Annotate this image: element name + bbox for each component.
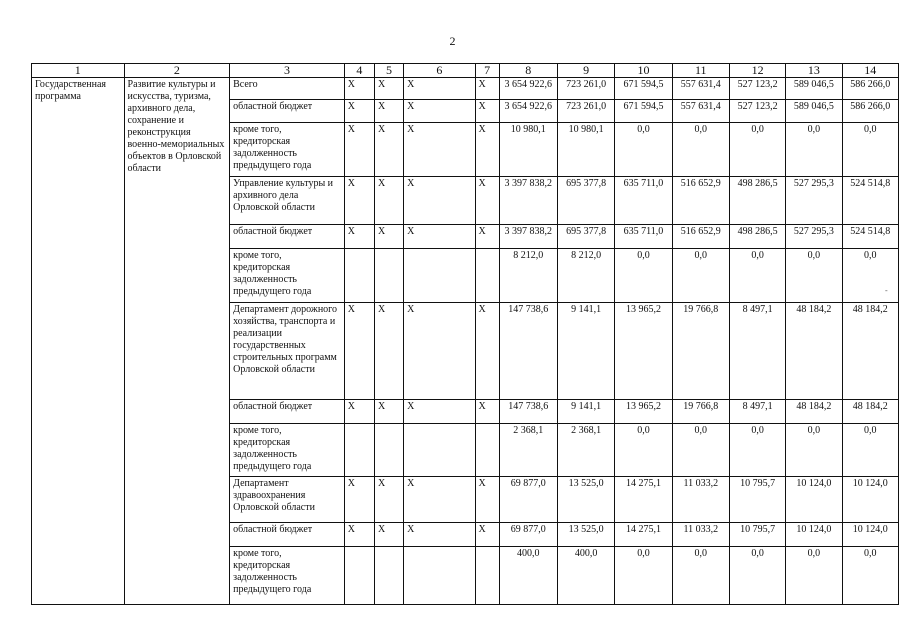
value-cell: 524 514,8 <box>842 225 898 249</box>
value-cell: 69 877,0 <box>499 477 557 523</box>
mark-cell: Х <box>344 123 374 177</box>
value-cell: 10 980,1 <box>499 123 557 177</box>
row-label: Всего <box>230 78 345 100</box>
value-cell: 3 654 922,6 <box>499 78 557 100</box>
value-cell: 11 033,2 <box>672 523 729 547</box>
mark-cell: Х <box>344 225 374 249</box>
value-cell: 10 980,1 <box>557 123 614 177</box>
col-header: 14 <box>842 64 898 78</box>
value-cell: 2 368,1 <box>499 424 557 477</box>
mark-cell: Х <box>404 400 475 424</box>
mark-cell: Х <box>344 100 374 123</box>
value-cell: 527 123,2 <box>729 78 785 100</box>
mark-cell: Х <box>475 78 499 100</box>
value-cell: 586 266,0 <box>842 78 898 100</box>
col-header: 9 <box>557 64 614 78</box>
mark-cell <box>374 249 403 303</box>
value-cell: 0,0 <box>672 424 729 477</box>
value-cell: 48 184,2 <box>842 400 898 424</box>
value-cell: 695 377,8 <box>557 225 614 249</box>
table-row <box>32 78 899 100</box>
value-cell: 19 766,8 <box>672 303 729 400</box>
mark-cell: Х <box>404 303 475 400</box>
mark-cell: Х <box>475 523 499 547</box>
mark-cell <box>475 249 499 303</box>
col-header: 8 <box>499 64 557 78</box>
mark-cell <box>344 547 374 605</box>
row-label: кроме того, кредиторская задолженность предыдущего года <box>230 249 345 303</box>
row-label: Департамент здравоохранения Орловской области <box>230 477 345 523</box>
mark-cell: Х <box>374 78 403 100</box>
value-cell: 9 141,1 <box>557 400 614 424</box>
value-cell: 0,0 <box>672 123 729 177</box>
mark-cell <box>404 547 475 605</box>
mark-cell <box>475 424 499 477</box>
value-cell: 635 711,0 <box>615 177 672 225</box>
mark-cell: Х <box>475 177 499 225</box>
value-cell: 589 046,5 <box>786 78 842 100</box>
value-cell: 10 124,0 <box>786 477 842 523</box>
header-row <box>32 64 899 78</box>
mark-cell <box>404 424 475 477</box>
mark-cell: Х <box>475 303 499 400</box>
mark-cell: Х <box>374 123 403 177</box>
value-cell: 400,0 <box>499 547 557 605</box>
mark-cell <box>344 424 374 477</box>
mark-cell: Х <box>404 78 475 100</box>
mark-cell: Х <box>344 523 374 547</box>
col-header: 7 <box>475 64 499 78</box>
value-cell: 10 124,0 <box>842 523 898 547</box>
value-cell: 695 377,8 <box>557 177 614 225</box>
mark-cell: Х <box>404 225 475 249</box>
value-cell: 8 497,1 <box>729 303 785 400</box>
value-cell: 0,0 <box>615 123 672 177</box>
value-cell: 9 141,1 <box>557 303 614 400</box>
value-cell: 0,0 <box>615 547 672 605</box>
value-cell: 0,0 <box>672 547 729 605</box>
mark-cell <box>374 424 403 477</box>
value-cell: 0,0 <box>786 249 842 303</box>
value-cell: 557 631,4 <box>672 100 729 123</box>
value-cell: 8 212,0 <box>499 249 557 303</box>
mark-cell <box>344 249 374 303</box>
value-cell: 8 212,0 <box>557 249 614 303</box>
col-header: 13 <box>786 64 842 78</box>
col-header: 2 <box>124 64 230 78</box>
value-cell: 13 525,0 <box>557 523 614 547</box>
value-cell: 48 184,2 <box>786 303 842 400</box>
value-cell: 723 261,0 <box>557 78 614 100</box>
value-cell: 671 594,5 <box>615 78 672 100</box>
row-label: Управление культуры и архивного дела Орловской области <box>230 177 345 225</box>
mark-cell: Х <box>344 177 374 225</box>
value-cell: 586 266,0 <box>842 100 898 123</box>
value-cell: 589 046,5 <box>786 100 842 123</box>
value-cell: 13 965,2 <box>615 303 672 400</box>
col-header: 11 <box>672 64 729 78</box>
value-cell: 516 652,9 <box>672 177 729 225</box>
row-label: областной бюджет <box>230 523 345 547</box>
mark-cell: Х <box>374 177 403 225</box>
value-cell: 48 184,2 <box>842 303 898 400</box>
value-cell: 147 738,6 <box>499 303 557 400</box>
value-cell: 10 795,7 <box>729 523 785 547</box>
col-header: 12 <box>729 64 785 78</box>
value-cell: 0,0 <box>842 123 898 177</box>
value-cell: 0,0 <box>729 123 785 177</box>
mark-cell: Х <box>475 225 499 249</box>
mark-cell: Х <box>374 225 403 249</box>
mark-cell: Х <box>374 400 403 424</box>
value-cell: 0,0 <box>842 547 898 605</box>
value-cell: 10 124,0 <box>786 523 842 547</box>
col-header: 1 <box>32 64 125 78</box>
mark-cell <box>374 547 403 605</box>
mark-cell: Х <box>404 477 475 523</box>
mark-cell: Х <box>475 100 499 123</box>
value-cell: 0,0 <box>615 249 672 303</box>
mark-cell: Х <box>404 100 475 123</box>
value-cell: 527 295,3 <box>786 177 842 225</box>
value-cell: 69 877,0 <box>499 523 557 547</box>
value-cell: 0,0 <box>786 547 842 605</box>
mark-cell: Х <box>344 477 374 523</box>
value-cell: 524 514,8 <box>842 177 898 225</box>
value-cell: 3 397 838,2 <box>499 225 557 249</box>
mark-cell: Х <box>344 303 374 400</box>
value-cell: 11 033,2 <box>672 477 729 523</box>
value-cell: 635 711,0 <box>615 225 672 249</box>
mark-cell: Х <box>475 123 499 177</box>
row-label: областной бюджет <box>230 400 345 424</box>
value-cell: 0,0 <box>842 249 898 303</box>
row-label: областной бюджет <box>230 100 345 123</box>
row-label: кроме того, кредиторская задолженность предыдущего года <box>230 424 345 477</box>
value-cell: 2 368,1 <box>557 424 614 477</box>
mark-cell: Х <box>475 400 499 424</box>
row-label: кроме того, кредиторская задолженность предыдущего года <box>230 123 345 177</box>
value-cell: 0,0 <box>729 249 785 303</box>
mark-cell: Х <box>374 100 403 123</box>
value-cell: 557 631,4 <box>672 78 729 100</box>
row-label: кроме того, кредиторская задолженность предыдущего года <box>230 547 345 605</box>
value-cell: 0,0 <box>786 123 842 177</box>
mark-cell: Х <box>404 523 475 547</box>
value-cell: 3 654 922,6 <box>499 100 557 123</box>
mark-cell: Х <box>374 477 403 523</box>
value-cell: 527 123,2 <box>729 100 785 123</box>
value-cell: 14 275,1 <box>615 477 672 523</box>
mark-cell: Х <box>404 123 475 177</box>
mark-cell: Х <box>374 523 403 547</box>
value-cell: 516 652,9 <box>672 225 729 249</box>
value-cell: 147 738,6 <box>499 400 557 424</box>
row-label: областной бюджет <box>230 225 345 249</box>
col-header: 4 <box>344 64 374 78</box>
mark-cell <box>475 547 499 605</box>
value-cell: 671 594,5 <box>615 100 672 123</box>
value-cell: 723 261,0 <box>557 100 614 123</box>
value-cell: 14 275,1 <box>615 523 672 547</box>
value-cell: 10 124,0 <box>842 477 898 523</box>
margin-mark: - <box>885 286 888 295</box>
mark-cell: Х <box>344 78 374 100</box>
value-cell: 48 184,2 <box>786 400 842 424</box>
value-cell: 13 525,0 <box>557 477 614 523</box>
budget-table <box>31 63 899 605</box>
page-number: 2 <box>449 34 456 48</box>
mark-cell: Х <box>374 303 403 400</box>
value-cell: 0,0 <box>615 424 672 477</box>
value-cell: 498 286,5 <box>729 225 785 249</box>
value-cell: 0,0 <box>786 424 842 477</box>
row-label: Департамент дорожного хозяйства, транспорта и реализации государственных строительных программ Орловской области <box>230 303 345 400</box>
value-cell: 0,0 <box>672 249 729 303</box>
value-cell: 498 286,5 <box>729 177 785 225</box>
mark-cell: Х <box>344 400 374 424</box>
value-cell: 400,0 <box>557 547 614 605</box>
mark-cell <box>404 249 475 303</box>
value-cell: 0,0 <box>729 547 785 605</box>
program-type-cell: Государственная программа <box>32 78 125 605</box>
col-header: 10 <box>615 64 672 78</box>
mark-cell: Х <box>404 177 475 225</box>
value-cell: 8 497,1 <box>729 400 785 424</box>
col-header: 5 <box>374 64 403 78</box>
program-name-cell: Развитие культуры и искусства, туризма, архивного дела, сохранение и реконструкция военно-мемориальных объектов в Орловской области <box>124 78 230 605</box>
mark-cell: Х <box>475 477 499 523</box>
col-header: 6 <box>404 64 475 78</box>
value-cell: 10 795,7 <box>729 477 785 523</box>
value-cell: 0,0 <box>842 424 898 477</box>
value-cell: 527 295,3 <box>786 225 842 249</box>
value-cell: 0,0 <box>729 424 785 477</box>
value-cell: 19 766,8 <box>672 400 729 424</box>
col-header: 3 <box>230 64 345 78</box>
value-cell: 13 965,2 <box>615 400 672 424</box>
value-cell: 3 397 838,2 <box>499 177 557 225</box>
